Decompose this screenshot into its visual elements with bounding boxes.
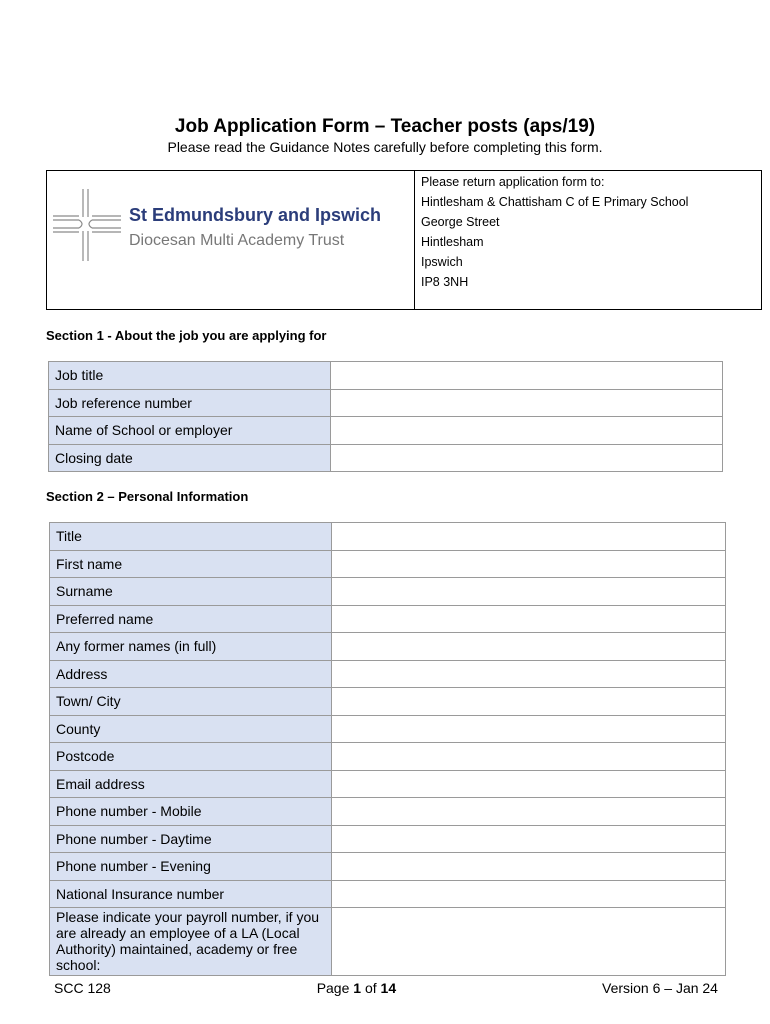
phone-mobile-field[interactable] (332, 798, 726, 826)
county-field[interactable] (332, 715, 726, 743)
header-box (46, 170, 762, 310)
field-label: Phone number - Daytime (50, 825, 332, 853)
field-label: Job reference number (49, 389, 331, 417)
return-address (415, 171, 761, 309)
closing-date-field[interactable] (331, 444, 723, 472)
page-of: of (364, 980, 377, 996)
field-label: Surname (50, 578, 332, 606)
section1-table (48, 361, 723, 472)
version-label: Version 6 – Jan 24 (602, 980, 718, 996)
field-label: National Insurance number (50, 880, 332, 908)
field-label: Please indicate your payroll number, if you are already an employee of a LA (Local Authority) maintained, academy or free school: (50, 908, 332, 976)
return-address-line: Hintlesham (421, 235, 484, 249)
table-row (50, 633, 726, 661)
logo-subtitle: Diocesan Multi Academy Trust (129, 232, 345, 249)
field-label: Closing date (49, 444, 331, 472)
section2-heading: Section 2 – Personal Information (46, 489, 249, 504)
table-row (49, 362, 723, 390)
preferred-name-field[interactable] (332, 605, 726, 633)
former-names-field[interactable] (332, 633, 726, 661)
surname-field[interactable] (332, 578, 726, 606)
table-row (49, 389, 723, 417)
logo-cell (47, 171, 415, 309)
town-city-field[interactable] (332, 688, 726, 716)
table-row (50, 550, 726, 578)
field-label: First name (50, 550, 332, 578)
page-total: 14 (380, 980, 397, 996)
table-row (49, 417, 723, 445)
form-code: SCC 128 (54, 980, 111, 996)
national-insurance-field[interactable] (332, 880, 726, 908)
diocese-cross-icon (53, 187, 123, 263)
field-label: Title (50, 523, 332, 551)
job-title-field[interactable] (331, 362, 723, 390)
table-row (50, 825, 726, 853)
section1-heading: Section 1 - About the job you are applying for (46, 328, 327, 343)
field-label: Phone number - Mobile (50, 798, 332, 826)
field-label: Postcode (50, 743, 332, 771)
table-row (50, 523, 726, 551)
page-prefix: Page (316, 980, 350, 996)
table-row (50, 908, 726, 976)
postcode-field[interactable] (332, 743, 726, 771)
table-row (50, 578, 726, 606)
payroll-number-field[interactable] (332, 908, 726, 976)
page-footer (54, 980, 718, 996)
return-address-line: Ipswich (421, 255, 463, 269)
phone-evening-field[interactable] (332, 853, 726, 881)
page-number (317, 980, 396, 996)
job-reference-field[interactable] (331, 389, 723, 417)
field-label: Any former names (in full) (50, 633, 332, 661)
document-title: Job Application Form – Teacher posts (aps/19) (174, 116, 596, 137)
address-field[interactable] (332, 660, 726, 688)
field-label: County (50, 715, 332, 743)
logo-name: St Edmundsbury and Ipswich (129, 205, 382, 225)
return-address-line: Hintlesham & Chattisham C of E Primary School (421, 195, 689, 209)
table-row (50, 688, 726, 716)
return-address-line: George Street (421, 215, 500, 229)
field-label: Job title (49, 362, 331, 390)
section2-table (49, 522, 726, 976)
table-row (50, 770, 726, 798)
table-row (50, 743, 726, 771)
field-label: Preferred name (50, 605, 332, 633)
phone-daytime-field[interactable] (332, 825, 726, 853)
field-label: Town/ City (50, 688, 332, 716)
field-label: Email address (50, 770, 332, 798)
table-row (50, 715, 726, 743)
page-current: 1 (353, 980, 362, 996)
table-row (50, 880, 726, 908)
school-name-field[interactable] (331, 417, 723, 445)
return-address-line: Please return application form to: (421, 175, 605, 189)
table-row (50, 660, 726, 688)
table-row (50, 798, 726, 826)
field-label: Phone number - Evening (50, 853, 332, 881)
email-field[interactable] (332, 770, 726, 798)
document-subtitle: Please read the Guidance Notes carefully before completing this form. (167, 139, 603, 155)
field-label: Name of School or employer (49, 417, 331, 445)
return-address-line: IP8 3NH (421, 275, 469, 289)
first-name-field[interactable] (332, 550, 726, 578)
table-row (49, 444, 723, 472)
title-field[interactable] (332, 523, 726, 551)
table-row (50, 853, 726, 881)
field-label: Address (50, 660, 332, 688)
table-row (50, 605, 726, 633)
